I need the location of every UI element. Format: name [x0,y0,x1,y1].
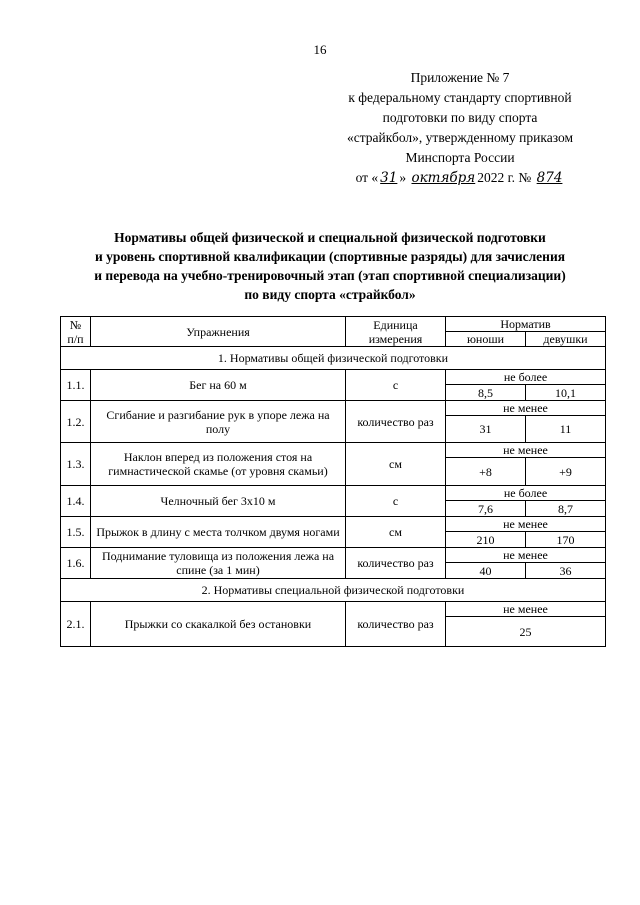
appendix-header [310,68,610,188]
appendix-line-4: «страйкбол», утвержденному приказом [347,130,573,145]
row-boys-value: 31 [446,416,526,443]
title-line-4: по виду спорта «страйкбол» [244,287,416,302]
row-girls-value: 8,7 [526,501,606,517]
table-row [61,548,606,563]
table-row [61,401,606,416]
row-boys-value: +8 [446,458,526,486]
row-num: 1.6. [61,548,91,579]
date-day: 31 [380,170,398,186]
row-num: 1.5. [61,517,91,548]
row-num: 1.3. [61,443,91,486]
row-condition: не менее [446,602,606,617]
table-row [61,602,606,617]
row-exercise: Прыжок в длину с места толчком двумя ногами [91,517,346,548]
header-exercise: Упражнения [91,317,346,347]
date-year: 2022 г. № [477,170,532,185]
row-girls-value: 11 [526,416,606,443]
row-boys-value: 8,5 [446,385,526,401]
page-number: 16 [313,42,327,57]
row-girls-value: 10,1 [526,385,606,401]
appendix-line-5: Минспорта России [405,150,515,165]
row-num: 1.4. [61,486,91,517]
row-num: 1.2. [61,401,91,443]
header-girls: девушки [526,332,606,347]
document-title [60,228,600,304]
header-num: № п/п [61,317,91,347]
section-1-heading: 1. Нормативы общей физической подготовки [61,347,606,370]
row-unit: с [346,486,446,517]
section-2-heading: 2. Нормативы специальной физической подготовки [61,579,606,602]
row-num: 2.1. [61,602,91,647]
row-unit: количество раз [346,401,446,443]
title-line-1: Нормативы общей физической и специальной физической подготовки [114,230,546,245]
row-condition: не более [446,370,606,385]
row-condition: не более [446,486,606,501]
row-unit: см [346,443,446,486]
row-exercise: Поднимание туловища из положения лежа на спине (за 1 мин) [91,548,346,579]
row-boys-value: 40 [446,563,526,579]
row-unit: с [346,370,446,401]
row-condition: не менее [446,548,606,563]
table-row [61,370,606,385]
table-row [61,517,606,532]
row-condition: не менее [446,443,606,458]
row-girls-value: +9 [526,458,606,486]
row-exercise: Сгибание и разгибание рук в упоре лежа на полу [91,401,346,443]
norms-table [60,316,606,647]
date-month: октября [411,170,476,186]
row-exercise: Прыжки со скакалкой без остановки [91,602,346,647]
header-unit: Единица измерения [346,317,446,347]
row-boys-value: 210 [446,532,526,548]
row-unit: см [346,517,446,548]
row-num: 1.1. [61,370,91,401]
row-girls-value: 170 [526,532,606,548]
order-number: 874 [536,170,563,186]
row-unit: количество раз [346,602,446,647]
date-prefix: от « [355,170,379,185]
table-row [61,486,606,501]
header-boys: юноши [446,332,526,347]
row-girls-value: 36 [526,563,606,579]
title-line-2: и уровень спортивной квалификации (спортивные разряды) для зачисления [94,249,566,264]
row-unit: количество раз [346,548,446,579]
appendix-line-2: к федеральному стандарту спортивной [348,90,572,105]
appendix-line-1: Приложение № 7 [410,70,510,85]
title-line-3: и перевода на учебно-тренировочный этап (этап спортивной специализации) [94,268,566,283]
row-combined-value: 25 [446,617,606,647]
row-boys-value: 7,6 [446,501,526,517]
row-exercise: Наклон вперед из положения стоя на гимнастической скамье (от уровня скамьи) [91,443,346,486]
row-exercise: Бег на 60 м [91,370,346,401]
appendix-line-3: подготовки по виду спорта [382,110,538,125]
order-date-line [310,168,610,188]
row-condition: не менее [446,517,606,532]
header-norm: Норматив [446,317,606,332]
table-row [61,443,606,458]
row-exercise: Челночный бег 3х10 м [91,486,346,517]
date-mid: » [399,170,407,185]
row-condition: не менее [446,401,606,416]
